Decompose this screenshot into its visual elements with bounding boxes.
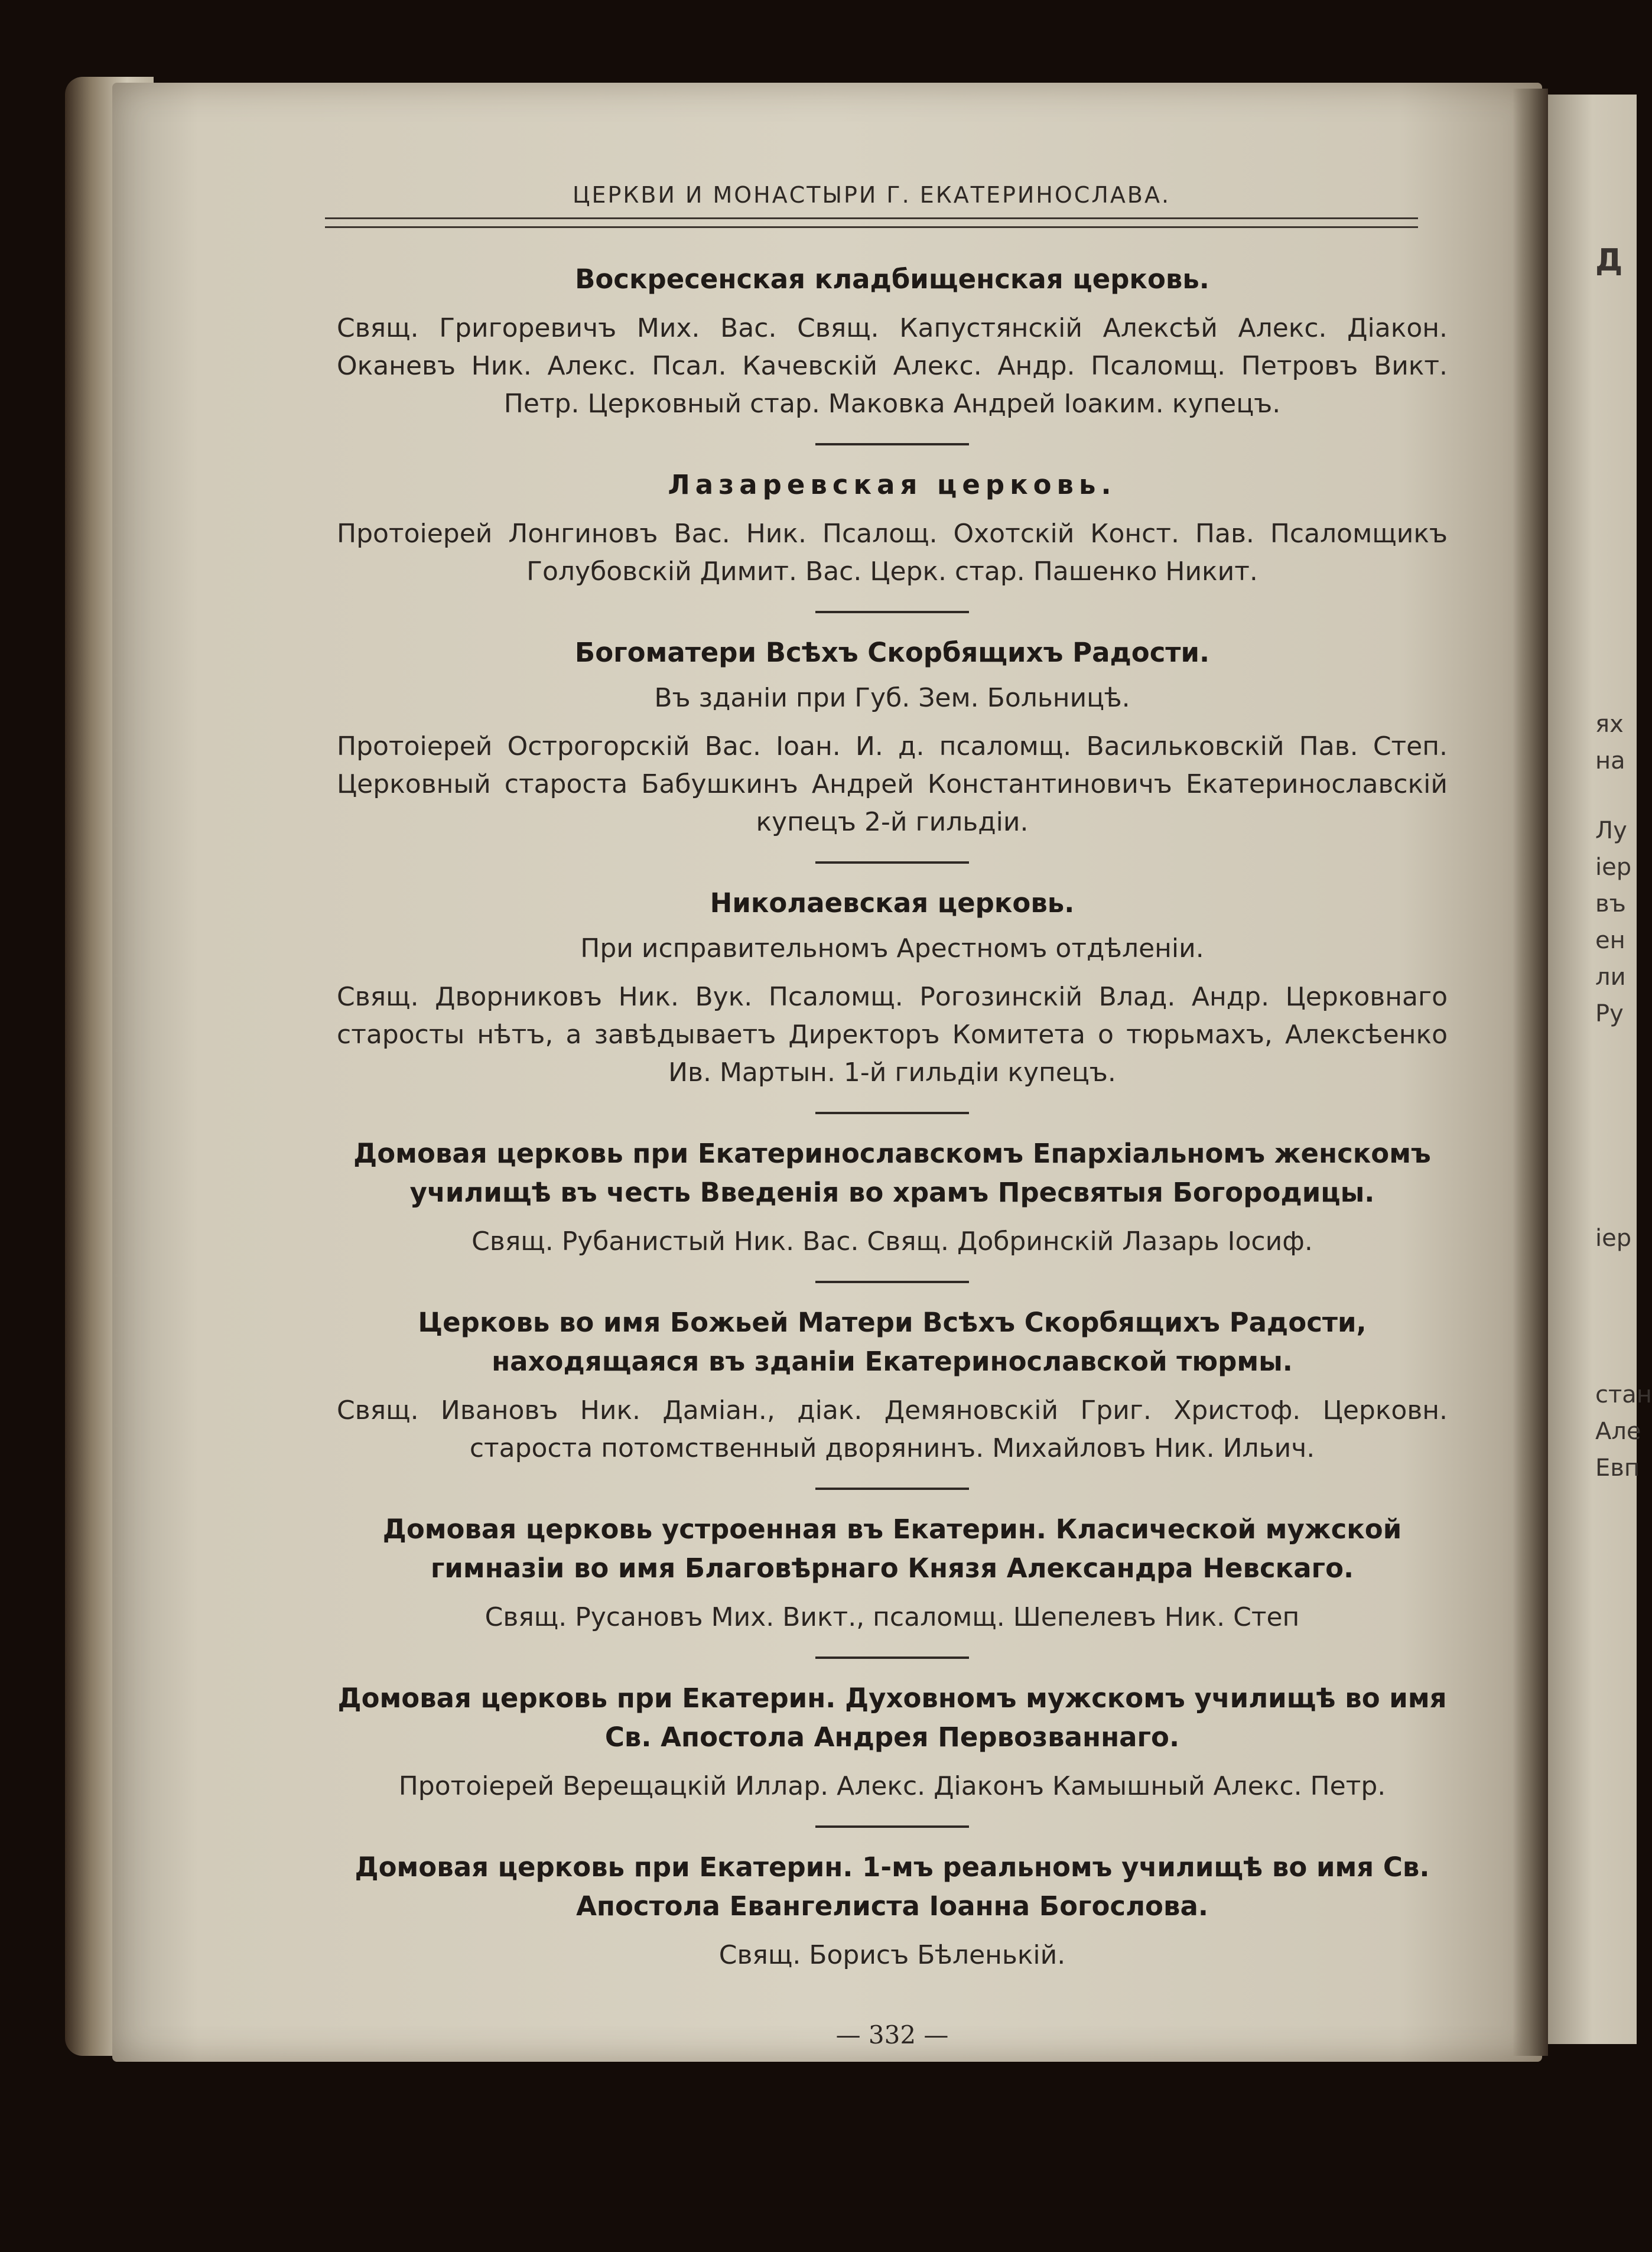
page-number: — 332 — xyxy=(835,2020,949,2049)
adjacent-page-fragment: ях xyxy=(1595,711,1624,738)
running-header: ЦЕРКВИ И МОНАСТЫРИ Г. ЕКАТЕРИНОСЛАВА. xyxy=(572,182,1171,208)
section-body: Протоіерей Острогорскій Вас. Іоан. И. д. псаломщ. Васильковскій Пав. Степ. Церковный староста Бабушкинъ Андрей Константиновичъ Екатеринославскій купецъ 2-й гильдіи. xyxy=(337,731,1448,837)
section-body: Свящ. Русановъ Мих. Викт., псаломщ. Шепелевъ Ник. Степ xyxy=(484,1602,1300,1632)
section-title: Домовая церковь устроенная въ Екатерин. Класической мужской гимназіи во имя Благовѣрнаго Князя Александра Невскаго. xyxy=(382,1514,1402,1584)
section-title: Домовая церковь при Екатеринославскомъ Епархіальномъ женскомъ училищѣ въ честь Введенія во храмъ Пресвятыя Богородицы. xyxy=(353,1138,1431,1208)
section-divider xyxy=(815,1825,969,1828)
section-divider xyxy=(815,861,969,864)
section-divider xyxy=(815,443,969,445)
section-title: Домовая церковь при Екатерин. 1-мъ реальномъ училищѣ во имя Св. Апостола Евангелиста Іоанна Богослова. xyxy=(355,1851,1430,1922)
section-location: Въ зданіи при Губ. Зем. Больницѣ. xyxy=(654,683,1130,713)
section-body: Свящ. Григоревичъ Мих. Вас. Свящ. Капустянскій Алексѣй Алекс. Діакон. Оканевъ Ник. Алекс. Псал. Качевскій Алекс. Андр. Псаломщ. Петровъ Викт. Петр. Церковный стар. Маковка Андрей Іоаким. купецъ. xyxy=(337,313,1448,419)
section-location: При исправительномъ Арестномъ отдѣленіи. xyxy=(580,933,1204,964)
section-body: Протоіерей Верещацкій Иллар. Алекс. Діаконъ Камышный Алекс. Петр. xyxy=(398,1771,1386,1801)
church-section xyxy=(331,260,1453,423)
church-section xyxy=(331,1134,1453,1261)
section-title: Богоматери Всѣхъ Скорбящихъ Радости. xyxy=(574,637,1210,668)
page-content xyxy=(331,260,1453,1974)
church-section xyxy=(331,884,1453,1092)
section-body: Свящ. Ивановъ Ник. Даміан., діак. Демяновскій Григ. Христоф. Церковн. староста потомственный дворянинъ. Михайловъ Ник. Ильич. xyxy=(337,1395,1448,1463)
section-title: Церковь во имя Божьей Матери Всѣхъ Скорбящихъ Радости, находящаяся въ зданіи Екатеринославской тюрмы. xyxy=(418,1307,1367,1377)
section-title: Николаевская церковь. xyxy=(710,887,1075,919)
church-section xyxy=(331,1848,1453,1974)
section-divider xyxy=(815,1281,969,1283)
section-body: Свящ. Рубанистый Ник. Вас. Свящ. Добринскій Лазарь Іосиф. xyxy=(471,1226,1313,1257)
church-section xyxy=(331,1303,1453,1467)
section-divider xyxy=(815,1488,969,1490)
church-section xyxy=(331,466,1453,591)
section-body: Свящ. Дворниковъ Ник. Вук. Псаломщ. Рогозинскій Влад. Андр. Церковнаго старосты нѣтъ, а завѣдываетъ Директоръ Комитета о тюрьмахъ, Алексѣенко Ив. Мартын. 1-й гильдіи купецъ. xyxy=(337,982,1448,1088)
adjacent-page-fragment: въ xyxy=(1595,890,1626,917)
section-title: Домовая церковь при Екатерин. Духовномъ мужскомъ училищѣ во имя Св. Апостола Андрея Первозваннаго. xyxy=(337,1683,1447,1753)
header-double-rule xyxy=(325,217,1418,228)
adjacent-page-fragment: Ру xyxy=(1595,1000,1624,1027)
adjacent-page-fragment: іер xyxy=(1595,1225,1632,1252)
section-divider xyxy=(815,1112,969,1114)
church-section xyxy=(331,1679,1453,1805)
church-section xyxy=(331,1510,1453,1636)
adjacent-page xyxy=(1548,95,1652,2044)
adjacent-page-fragment: Евп xyxy=(1595,1454,1640,1482)
church-section xyxy=(331,633,1453,841)
section-divider xyxy=(815,611,969,613)
adjacent-page-fragment: іер xyxy=(1595,854,1632,881)
adjacent-page-fragment: на xyxy=(1595,747,1625,774)
section-divider xyxy=(815,1657,969,1659)
section-title: Лазаревская церковь. xyxy=(668,469,1117,500)
adjacent-page-fragment: Лу xyxy=(1595,817,1627,844)
section-body: Протоіерей Лонгиновъ Вас. Ник. Псалощ. Охотскій Конст. Пав. Псаломщикъ Голубовскій Димит. Вас. Церк. стар. Пашенко Никит. xyxy=(337,519,1448,587)
section-body: Свящ. Борисъ Бѣленькій. xyxy=(718,1940,1066,1970)
adjacent-page-fragment: ен xyxy=(1595,927,1625,954)
adjacent-page-fragment: ли xyxy=(1595,964,1626,991)
adjacent-page-fragment: стан xyxy=(1595,1381,1652,1408)
adjacent-page-fragment: Але xyxy=(1595,1418,1641,1445)
adjacent-page-fragment: Д xyxy=(1595,243,1623,278)
section-title: Воскресенская кладбищенская церковь. xyxy=(575,263,1209,295)
book-gutter xyxy=(1513,89,1548,2056)
